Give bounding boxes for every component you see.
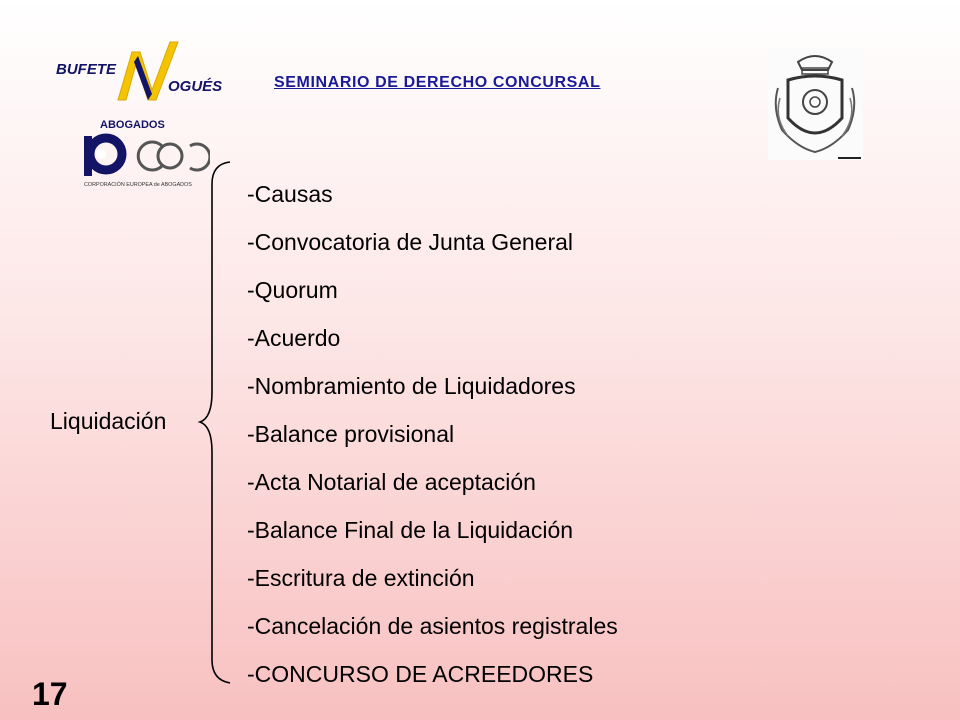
liquidacion-label: Liquidación [50,408,167,434]
list-item: -Quorum [247,277,338,303]
page-number: 17 [32,676,68,712]
logo-ogues-text: OGUÉS [168,78,223,95]
logo-bufete-text: BUFETE [56,61,116,78]
list-item: -Balance Final de la Liquidación [247,517,574,543]
coat-of-arms-seal [768,48,863,160]
list-item: -Causas [247,181,333,207]
list-item: -Nombramiento de Liquidadores [247,373,576,399]
list-item: -Balance provisional [247,421,455,447]
liquidation-steps-list [247,170,618,698]
logo-cea-caption: CORPORACIÓN EUROPEA de ABOGADOS [84,182,192,188]
bufete-nogues-logo [48,38,248,130]
list-item: -Acuerdo [247,325,341,351]
list-item: -Convocatoria de Junta General [247,229,574,255]
curly-brace [196,160,236,685]
list-item: -Cancelación de asientos registrales [247,613,618,639]
page-title: SEMINARIO DE DERECHO CONCURSAL [274,74,601,91]
logo-abogados-text: ABOGADOS [100,119,165,130]
list-item: -Acta Notarial de aceptación [247,469,536,495]
cea-logo [80,118,210,193]
list-item: -Escritura de extinción [247,565,475,591]
list-item: -CONCURSO DE ACREEDORES [247,661,594,687]
